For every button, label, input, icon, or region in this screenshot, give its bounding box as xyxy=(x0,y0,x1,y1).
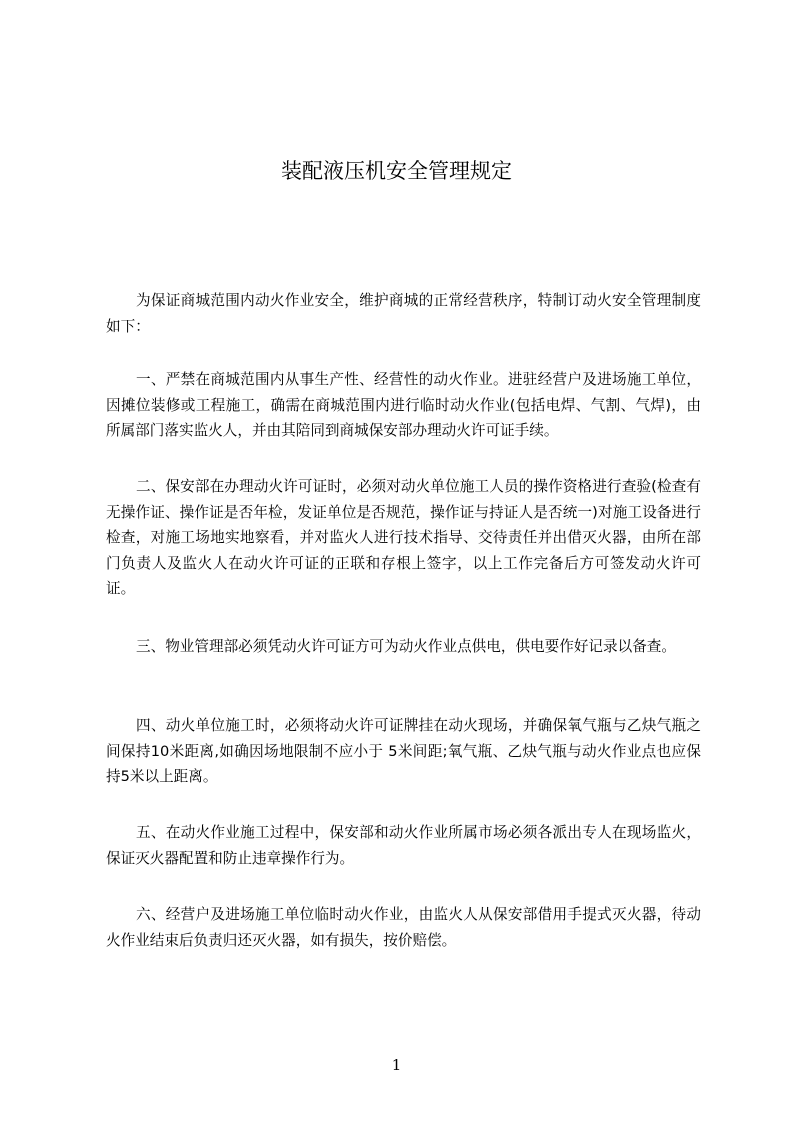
clause-6: 六、经营户及进场施工单位临时动火作业，由监火人从保安部借用手提式灭火器，待动火作业结束后负责归还灭火器，如有损失，按价赔偿。 xyxy=(106,906,701,949)
clause-1: 一、严禁在商城范围内从事生产性、经营性的动火作业。进驻经营户及进场施工单位，因摊位装修或工程施工，确需在商城范围内进行临时动火作业(包括电焊、气割、气焊)，由所属部门落实监火人，并由其陪同到商城保安部办理动火许可证手续。 xyxy=(106,371,701,439)
clause-3: 三、物业管理部必须凭动火许可证方可为动火作业点供电，供电要作好记录以备查。 xyxy=(136,638,676,655)
page-number: 1 xyxy=(391,1056,402,1074)
clause-2: 二、保安部在办理动火许可证时，必须对动火单位施工人员的操作资格进行查验(检查有无操作证、操作证是否年检，发证单位是否规范，操作证与持证人是否统一)对施工设备进行检查，对施工场地实地察看，并对监火人进行技术指导、交待责任并出借灭火器，由所在部门负责人及监火人在动火许可证的正联和存根上签字，以上工作完备后方可签发动火许可证。 xyxy=(106,478,701,597)
intro-paragraph: 为保证商城范围内动火作业安全，维护商城的正常经营秩序，特制订动火安全管理制度如下： xyxy=(106,292,701,335)
clause-5: 五、在动火作业施工过程中，保安部和动火作业所属市场必须各派出专人在现场监火，保证灭火器配置和防止违章操作行为。 xyxy=(106,824,701,867)
document-title: 装配液压机安全管理规定 xyxy=(281,159,512,184)
clause-4: 四、动火单位施工时，必须将动火许可证牌挂在动火现场，并确保氧气瓶与乙炔气瓶之间保持10米距离,如确因场地限制不应小于 5米间距;氧气瓶、乙炔气瓶与动火作业点也应保持5米以上距离。 xyxy=(106,717,701,785)
